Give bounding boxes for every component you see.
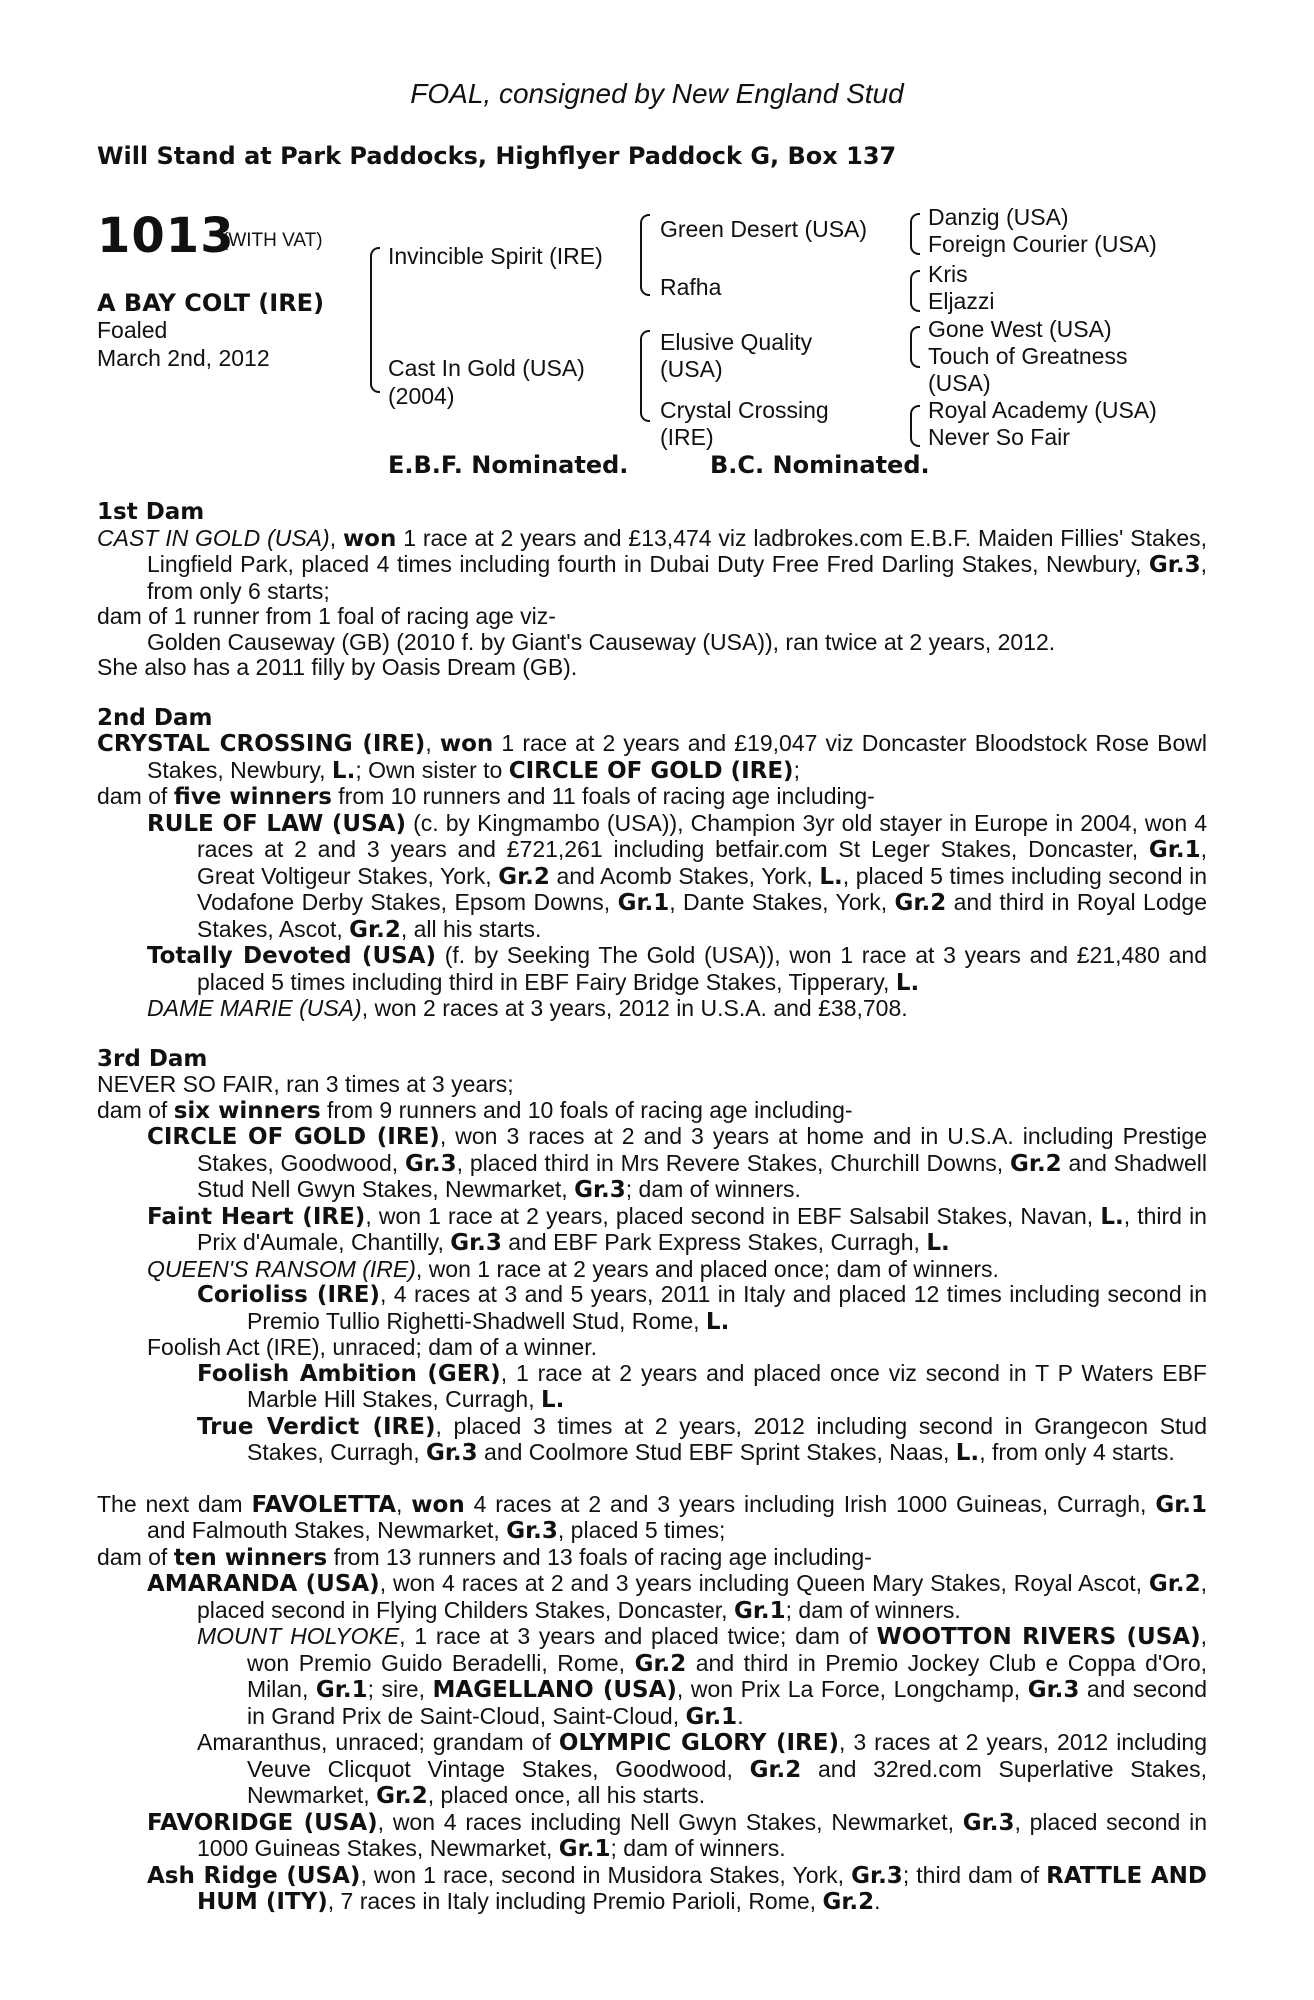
third-dam-grandfoal-2: Foolish Ambition (GER), 1 race at 2 years and placed once viz second in T P Waters EBF Marble Hill Stakes, Curragh, L. — [197, 1359, 1207, 1413]
first-dam-note: She also has a 2011 filly by Oasis Dream (GB). — [97, 654, 578, 680]
next-dam-foal-1: AMARANDA (USA), won 4 races at 2 and 3 years including Queen Mary Stakes, Royal Ascot, Gr.2, placed second in Flying Childers Stakes, Doncaster, Gr.1; dam of winners. — [147, 1570, 1207, 1624]
pedigree-brace-main — [370, 247, 380, 393]
next-dam-grandfoal-1: MOUNT HOLYOKE, 1 race at 3 years and placed twice; dam of WOOTTON RIVERS (USA), won Premio Guido Beradelli, Rome, Gr.2 and third in Premio Jockey Club e Coppa d'Oro, Milan, Gr.1; sire, MAGELLANO (USA), won Prix La Force, Longchamp, Gr.3 and second in Grand Prix de Saint-Cloud, Saint-Cloud, Gr.1. — [197, 1623, 1208, 1730]
vat-note: (WITH VAT) — [222, 230, 323, 251]
first-dam-record: CAST IN GOLD (USA), won 1 race at 2 years and £13,474 viz ladbrokes.com E.B.F. Maiden Fillies' Stakes, Lingfield Park, placed 4 times including fourth in Dubai Duty Free Fred Darling Stakes, Newbury, Gr.3, from only 6 starts; — [97, 524, 1207, 604]
pedigree-brace-sire — [640, 214, 650, 296]
pedigree-gg-2: Foreign Courier (USA) — [928, 231, 1157, 257]
second-dam-produce: dam of five winners from 10 runners and 11 foals of racing age including- — [97, 783, 875, 810]
section-third-dam: 3rd Dam — [97, 1045, 208, 1072]
next-dam-foal-3: Ash Ridge (USA), won 1 race, second in Musidora Stakes, York, Gr.3; third dam of RATTLE AND HUM (ITY), 7 races in Italy including Premio Parioli, Rome, Gr.2. — [147, 1861, 1207, 1915]
pedigree-gg-6b: (USA) — [928, 370, 991, 396]
second-dam-foal-3: DAME MARIE (USA), won 2 races at 3 years, 2012 in U.S.A. and £38,708. — [147, 995, 908, 1021]
pedigree-gg-8: Never So Fair — [928, 424, 1070, 450]
stand-location: Will Stand at Park Paddocks, Highflyer Paddock G, Box 137 — [97, 142, 897, 170]
section-second-dam: 2nd Dam — [97, 704, 213, 731]
pedigree-gg-4: Eljazzi — [928, 288, 995, 314]
pedigree-dam-sire-1: Elusive Quality — [660, 329, 813, 355]
second-dam-record: CRYSTAL CROSSING (IRE), won 1 race at 2 years and £19,047 viz Doncaster Bloodstock Rose Bowl Stakes, Newbury, L.; Own sister to CIRCLE OF GOLD (IRE); — [97, 730, 1207, 784]
pedigree-gg-1: Danzig (USA) — [928, 204, 1069, 230]
second-dam-foal-2: Totally Devoted (USA) (f. by Seeking The Gold (USA)), won 1 race at 3 years and £21,480 and placed 5 times including third in EBF Fairy Bridge Stakes, Tipperary, L. — [147, 942, 1207, 996]
pedigree-sire-sire: Green Desert (USA) — [660, 216, 868, 242]
third-dam-foal-3: QUEEN'S RANSOM (IRE), won 1 race at 2 years and placed once; dam of winners. — [147, 1255, 999, 1282]
catalogue-body — [97, 500, 1207, 1916]
pedigree-gg-7: Royal Academy (USA) — [928, 397, 1157, 423]
pedigree-brace-g4 — [910, 405, 920, 447]
pedigree-sire-dam: Rafha — [660, 274, 722, 300]
ebf-nomination: E.B.F. Nominated. — [388, 451, 629, 479]
pedigree-brace-dam — [640, 330, 650, 422]
pedigree-dam-dam-2: (IRE) — [660, 424, 714, 450]
consignment-line: FOAL, consigned by New England Stud — [410, 78, 904, 109]
next-dam-foal-2: FAVORIDGE (USA), won 4 races including Nell Gwyn Stakes, Newmarket, Gr.3, placed second in 1000 Guineas Stakes, Newmarket, Gr.1; dam of winners. — [147, 1808, 1207, 1862]
foaled-date: March 2nd, 2012 — [97, 345, 270, 371]
pedigree-gg-3: Kris — [928, 261, 968, 287]
second-dam-foal-1: RULE OF LAW (USA) (c. by Kingmambo (USA)), Champion 3yr old stayer in Europe in 2004, won 4 races at 2 and 3 years and £721,261 including betfair.com St Leger Stakes, Doncaster, Gr.1, Great Voltigeur Stakes, York, Gr.2 and Acomb Stakes, York, L., placed 5 times including second in Vodafone Derby Stakes, Epsom Downs, Gr.1, Dante Stakes, York, Gr.2 and third in Royal Lodge Stakes, Ascot, Gr.2, all his starts. — [147, 809, 1208, 943]
first-dam-foal-1: Golden Causeway (GB) (2010 f. by Giant's Causeway (USA)), ran twice at 2 years, 2012. — [147, 628, 1056, 655]
pedigree-gg-5: Gone West (USA) — [928, 316, 1112, 342]
lot-number: 1013 — [97, 208, 235, 264]
bc-nomination: B.C. Nominated. — [710, 451, 930, 479]
pedigree-brace-g3 — [910, 326, 920, 368]
pedigree-dam: Cast In Gold (USA) — [388, 355, 585, 381]
third-dam-produce: dam of six winners from 9 runners and 10 foals of racing age including- — [97, 1096, 853, 1124]
foaled-info — [97, 316, 270, 372]
pedigree-dam-year: (2004) — [388, 383, 455, 409]
third-dam-record: NEVER SO FAIR, ran 3 times at 3 years; — [97, 1071, 514, 1097]
third-dam-foal-4: Foolish Act (IRE), unraced; dam of a winner. — [147, 1334, 597, 1360]
pedigree-dam-sire-2: (USA) — [660, 356, 723, 382]
next-dam-record: The next dam FAVOLETTA, won 4 races at 2 and 3 years including Irish 1000 Guineas, Curragh, Gr.1 and Falmouth Stakes, Newmarket, Gr.3, placed 5 times; — [97, 1490, 1208, 1544]
foaled-label: Foaled — [97, 317, 168, 343]
third-dam-foal-1: CIRCLE OF GOLD (IRE), won 3 races at 2 and 3 years at home and in U.S.A. including Prestige Stakes, Goodwood, Gr.3, placed third in Mrs Revere Stakes, Churchill Downs, Gr.2 and Shadwell Stud Nell Gwyn Stakes, Newmarket, Gr.3; dam of winners. — [147, 1123, 1208, 1203]
third-dam-grandfoal-1: Corioliss (IRE), 4 races at 3 and 5 years, 2011 in Italy and placed 12 times including second in Premio Tullio Righetti-Shadwell Stud, Rome, L. — [197, 1281, 1207, 1335]
third-dam-foal-2: Faint Heart (IRE), won 1 race at 2 years, placed second in EBF Salsabil Stakes, Navan, L., third in Prix d'Aumale, Chantilly, Gr.3 and EBF Park Express Stakes, Curragh, L. — [147, 1202, 1207, 1256]
section-first-dam: 1st Dam — [97, 499, 205, 525]
pedigree-dam-dam-1: Crystal Crossing — [660, 397, 829, 423]
next-dam-grandfoal-2: Amaranthus, unraced; grandam of OLYMPIC GLORY (IRE), 3 races at 2 years, 2012 including Veuve Clicquot Vintage Stakes, Goodwood, Gr.2 and 32red.com Superlative Stakes, Newmarket, Gr.2, placed once, all his starts. — [197, 1729, 1208, 1809]
first-dam-produce: dam of 1 runner from 1 foal of racing age viz- — [97, 603, 556, 629]
pedigree-brace-g1 — [910, 213, 920, 255]
next-dam-produce: dam of ten winners from 13 runners and 13 foals of racing age including- — [97, 1543, 872, 1571]
third-dam-grandfoal-3: True Verdict (IRE), placed 3 times at 2 years, 2012 including second in Grangecon Stud Stakes, Curragh, Gr.3 and Coolmore Stud EBF Sprint Stakes, Naas, L., from only 4 starts. — [197, 1412, 1208, 1466]
lot-description: A BAY COLT (IRE) — [97, 289, 325, 317]
pedigree-sire: Invincible Spirit (IRE) — [388, 243, 603, 269]
pedigree-brace-g2 — [910, 270, 920, 312]
pedigree-gg-6a: Touch of Greatness — [928, 343, 1128, 369]
